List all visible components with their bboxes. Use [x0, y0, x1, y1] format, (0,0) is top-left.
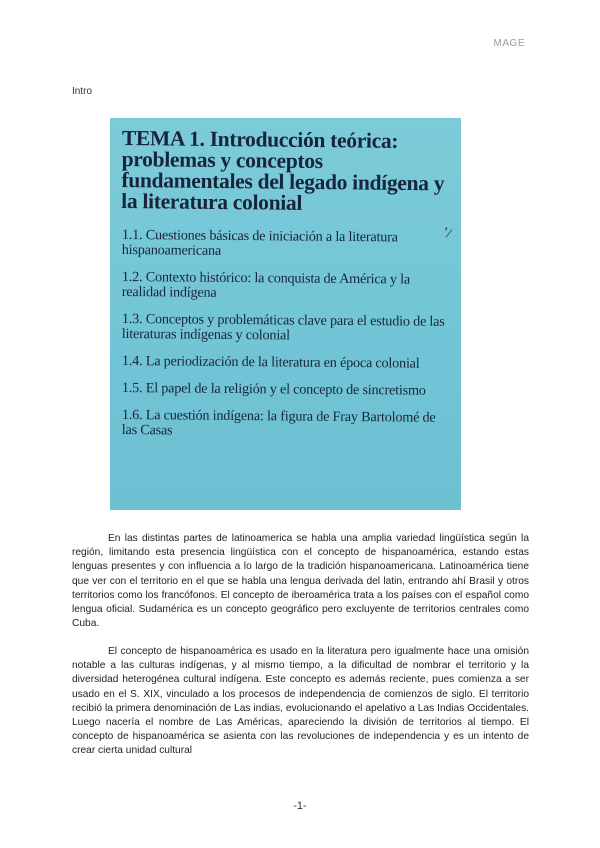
syllabus-item: 1.4. La periodización de la literatura en época colonial	[121, 353, 420, 372]
section-label: Intro	[72, 86, 93, 97]
paragraph	[72, 645, 529, 759]
paragraph	[72, 532, 529, 631]
pen-mark-icon: ʼ/	[440, 225, 454, 243]
syllabus-item: 1.3. Conceptos y problemáticas clave para el estudio de las literaturas indígenas y colonial	[121, 311, 445, 344]
syllabus-item: 1.5. El papel de la religión y el concepto de sincretismo	[121, 380, 426, 399]
syllabus-item: 1.6. La cuestión indígena: la figura de Fray Bartolomé de las Casas	[121, 407, 436, 439]
paragraph-text: En las distintas partes de latinoamerica se habla una amplia variedad lingüística según la región, limitando esta presencia lingüística con el concepto de hispanoamérica, estando estas lenguas presentes y con influencia a lo largo de la tradición hispanoamericana. Latinoamérica tiene que ver con el territorio en el que se habla una lengua derivada del latin, entrando ahí Brasil y otros territorios como los francófonos. El concepto de iberoamérica trata a los países con el español como lengua oficial. Sudamérica es un concepto geográfico pero excluyente de territorios centrales como Cuba.	[72, 533, 529, 630]
syllabus-photo	[110, 118, 461, 510]
header-watermark: MAGE	[493, 38, 525, 49]
photo-title: TEMA 1. Introducción teórica: problemas y conceptos fundamentales del legado indígena y la literatura colonial	[121, 126, 445, 215]
page-number: -1-	[293, 800, 307, 812]
syllabus-item: 1.2. Contexto histórico: la conquista de América y la realidad indígena	[121, 269, 411, 301]
paragraph-text: El concepto de hispanoamérica es usado en la literatura pero igualmente hace una omisión notable a las culturas indígenas, y al mismo tiempo, a la dificultad de nombrar el territorio y la diversidad heterogénea cultural indígena. Este concepto es además reciente, pues comienza a ser usado en el S. XIX, vinculado a los procesos de independencia de comienzos de siglo. El territorio recibió la primera denominación de Las indias, evolucionando el apelativo a Las Indias Occidentales. Luego nacería el nombre de Las Américas, apareciendo la división de territorios al tiempo. El concepto de hispanoamérica se asienta con las revoluciones de independencia y es un intento de crear cierta unidad cultural	[72, 646, 529, 757]
syllabus-list	[122, 228, 451, 438]
syllabus-item: 1.1. Cuestiones básicas de iniciación a la literatura hispanoamericana	[121, 227, 398, 259]
